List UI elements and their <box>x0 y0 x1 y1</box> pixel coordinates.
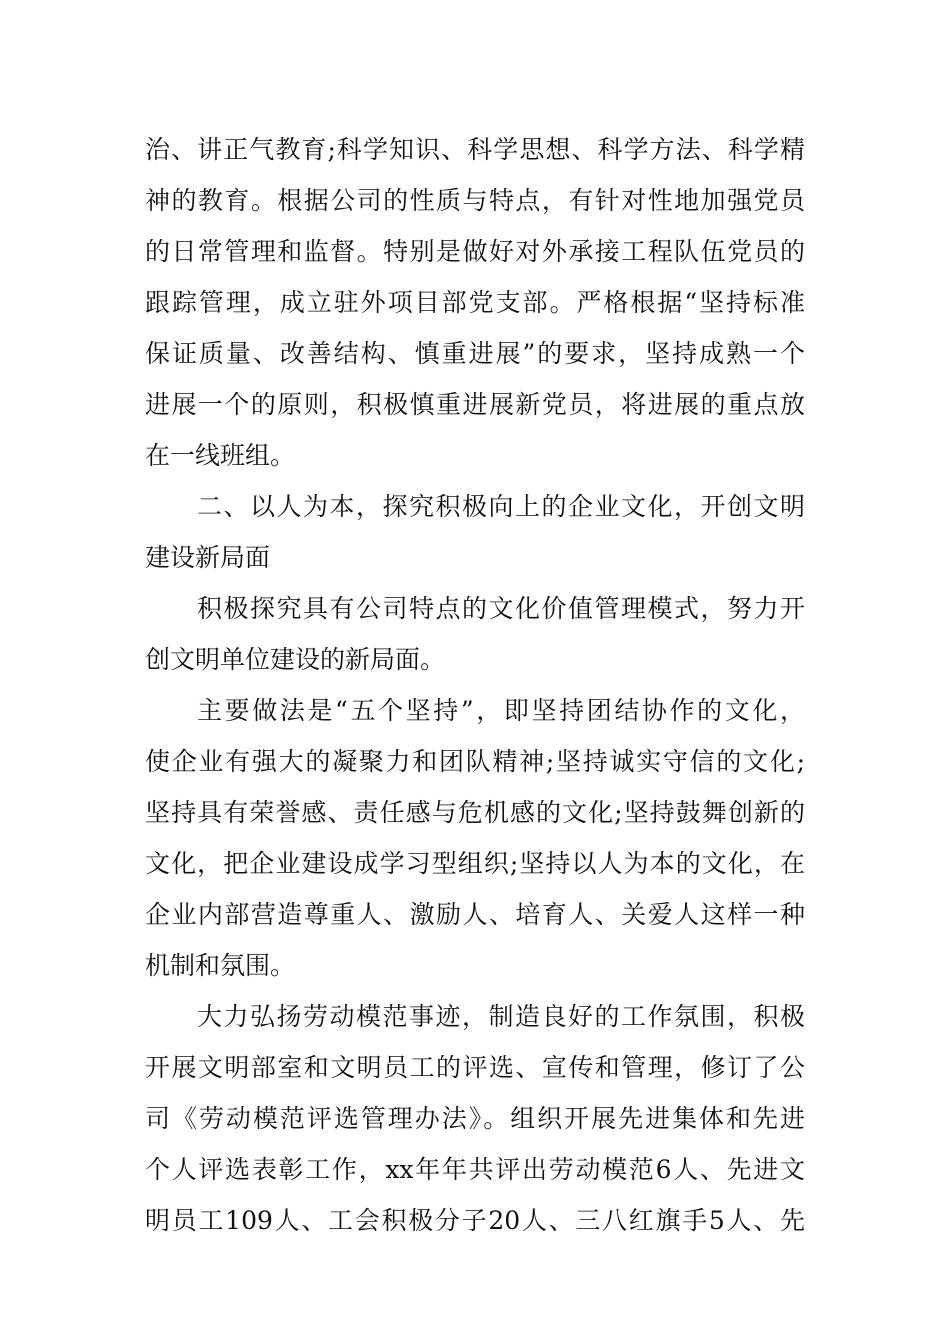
text-line: 进展一个的原则，积极慎重进展新党员，将进展的重点放 <box>145 390 805 419</box>
text-line: 文化，把企业建设成学习型组织;坚持以人为本的文化，在 <box>145 849 805 878</box>
text-line: 神的教育。根据公司的性质与特点，有针对性地加强党员 <box>145 186 805 215</box>
section-heading-line: 二、以人为本，探究积极向上的企业文化，开创文明 <box>197 492 805 521</box>
text-line: 使企业有强大的凝聚力和团队精神;坚持诚实守信的文化; <box>145 747 805 776</box>
text-line: 的日常管理和监督。特别是做好对外承接工程队伍党员的 <box>145 237 805 266</box>
text-line: 主要做法是“五个坚持”，即坚持团结协作的文化， <box>197 696 805 725</box>
text-line: 机制和氛围。 <box>145 951 296 980</box>
text-line: 企业内部营造尊重人、激励人、培育人、关爱人这样一种 <box>145 900 805 929</box>
text-line: 治、讲正气教育;科学知识、科学思想、科学方法、科学精 <box>145 135 805 164</box>
text-line: 开展文明部室和文明员工的评选、宣传和管理，修订了公 <box>145 1053 805 1082</box>
text-line: 明员工109人、工会积极分子20人、三八红旗手5人、先 <box>145 1206 805 1235</box>
text-line: 大力弘扬劳动模范事迹，制造良好的工作氛围，积极 <box>197 1002 805 1031</box>
text-line: 坚持具有荣誉感、责任感与危机感的文化;坚持鼓舞创新的 <box>145 798 805 827</box>
text-line: 创文明单位建设的新局面。 <box>145 645 446 674</box>
text-line: 跟踪管理，成立驻外项目部党支部。严格根据“坚持标准 <box>145 288 805 317</box>
text-line: 保证质量、改善结构、慎重进展”的要求，坚持成熟一个 <box>145 339 805 368</box>
text-line: 在一线班组。 <box>145 441 296 470</box>
section-heading-line: 建设新局面 <box>145 543 271 572</box>
text-line: 司《劳动模范评选管理办法》。组织开展先进集体和先进 <box>145 1104 805 1133</box>
text-line: 积极探究具有公司特点的文化价值管理模式，努力开 <box>197 594 805 623</box>
text-line: 个人评选表彰工作，xx年年共评出劳动模范6人、先进文 <box>145 1155 805 1184</box>
